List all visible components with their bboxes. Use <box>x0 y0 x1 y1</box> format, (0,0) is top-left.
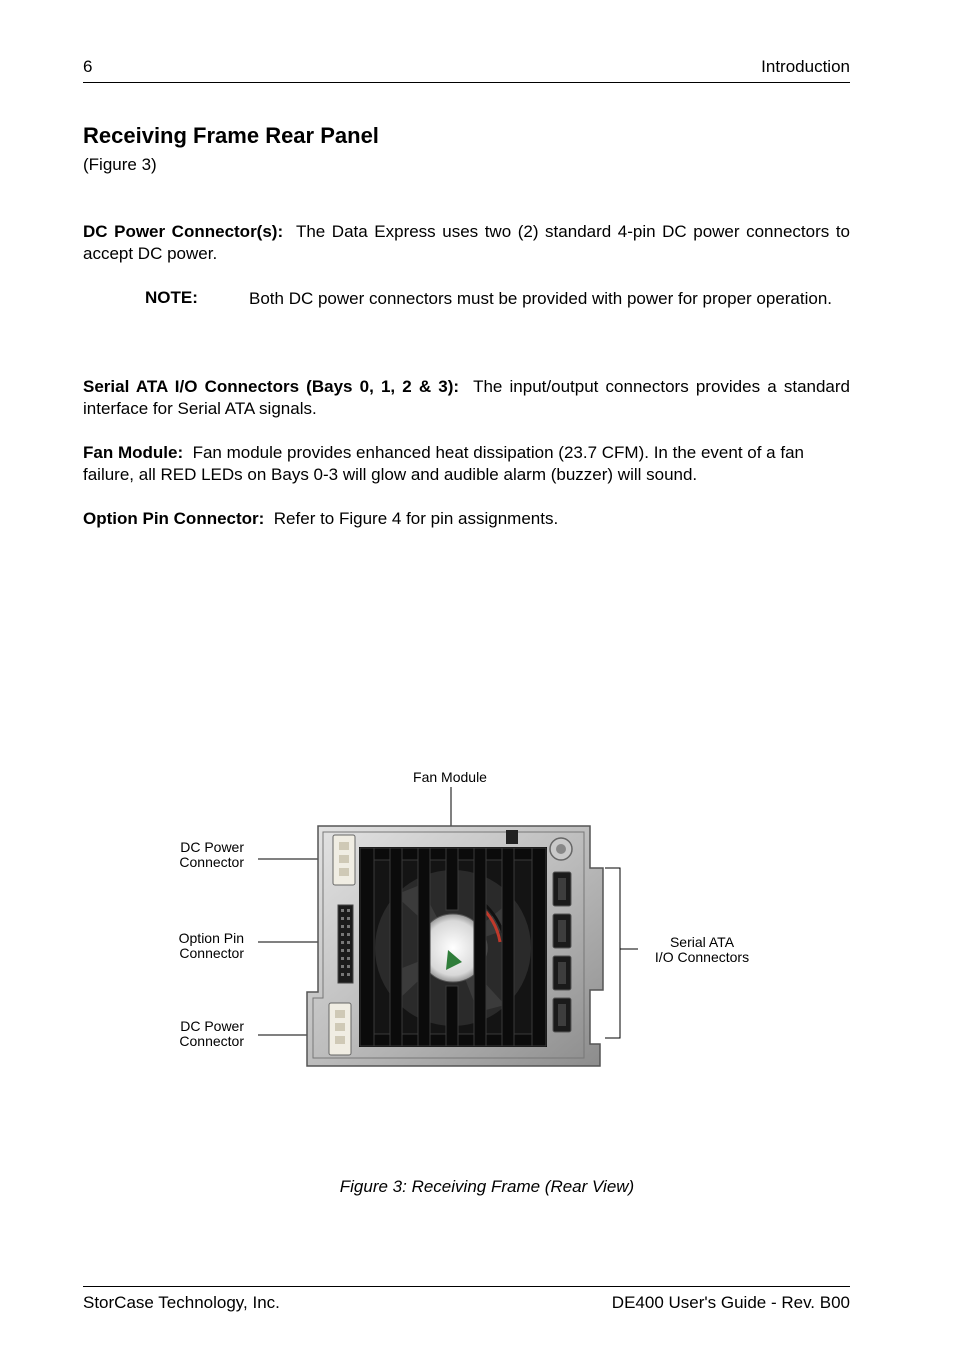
dc-power-text: The Data Express uses two (2) standard 4-pin DC power connectors to accept DC power. <box>83 222 850 263</box>
dc-power-connector-bottom <box>329 1003 351 1055</box>
sata-connector-bay-1 <box>553 914 571 948</box>
dc-power-label: DC Power Connector(s): <box>83 222 284 241</box>
label-dc-power-bottom-line1: DC Power <box>180 1018 244 1034</box>
serial-ata-label: Serial ATA I/O Connectors (Bays 0, 1, 2 & 3): <box>83 377 460 396</box>
figure-caption: Figure 3: Receiving Frame (Rear View) <box>339 1177 635 1196</box>
footer-document: DE400 User's Guide - Rev. B00 <box>611 1293 850 1312</box>
page-number: 6 <box>83 57 93 76</box>
sata-connector-bay-0 <box>553 872 571 906</box>
serial-ata-text: The input/output connectors provides a standard interface for Serial ATA signals. <box>83 377 851 418</box>
fan-module <box>360 848 546 1046</box>
figure-reference: (Figure 3) <box>83 155 157 174</box>
page-title: Receiving Frame Rear Panel <box>83 123 379 148</box>
dc-power-connector-top <box>333 835 355 885</box>
label-serial-ata-line2: I/O Connectors <box>654 949 750 965</box>
footer-company: StorCase Technology, Inc. <box>83 1293 280 1312</box>
section-title: Introduction <box>761 57 850 76</box>
option-pin-label: Option Pin Connector: <box>83 509 265 528</box>
label-fan-module: Fan Module <box>413 769 487 785</box>
label-dc-power-top-line2: Connector <box>179 854 244 870</box>
option-pin-connector <box>338 905 353 983</box>
fan-module-text: Fan module provides enhanced heat dissipation (23.7 CFM). In the event of a fan failure, all RED LEDs on Bays 0-3 will glow and audible alarm (buzzer) will sound. <box>83 443 804 484</box>
note-label: NOTE: <box>145 288 198 307</box>
label-option-pin-line2: Connector <box>179 945 244 961</box>
label-dc-power-top-line1: DC Power <box>180 839 244 855</box>
label-serial-ata-line1: Serial ATA <box>669 934 735 950</box>
note-text: Both DC power connectors must be provided with power for proper operation. <box>249 289 833 308</box>
option-pin-text: Refer to Figure 4 for pin assignments. <box>273 509 559 528</box>
label-option-pin-line1: Option Pin <box>178 930 244 946</box>
small-connector <box>506 830 518 844</box>
label-dc-power-bottom-line2: Connector <box>179 1033 244 1049</box>
footer-rule <box>83 1286 850 1287</box>
sata-connector-bay-3 <box>553 998 571 1032</box>
serial-ata-bracket <box>605 868 620 1038</box>
fan-module-label: Fan Module: <box>83 443 184 462</box>
sata-connector-bay-2 <box>553 956 571 990</box>
